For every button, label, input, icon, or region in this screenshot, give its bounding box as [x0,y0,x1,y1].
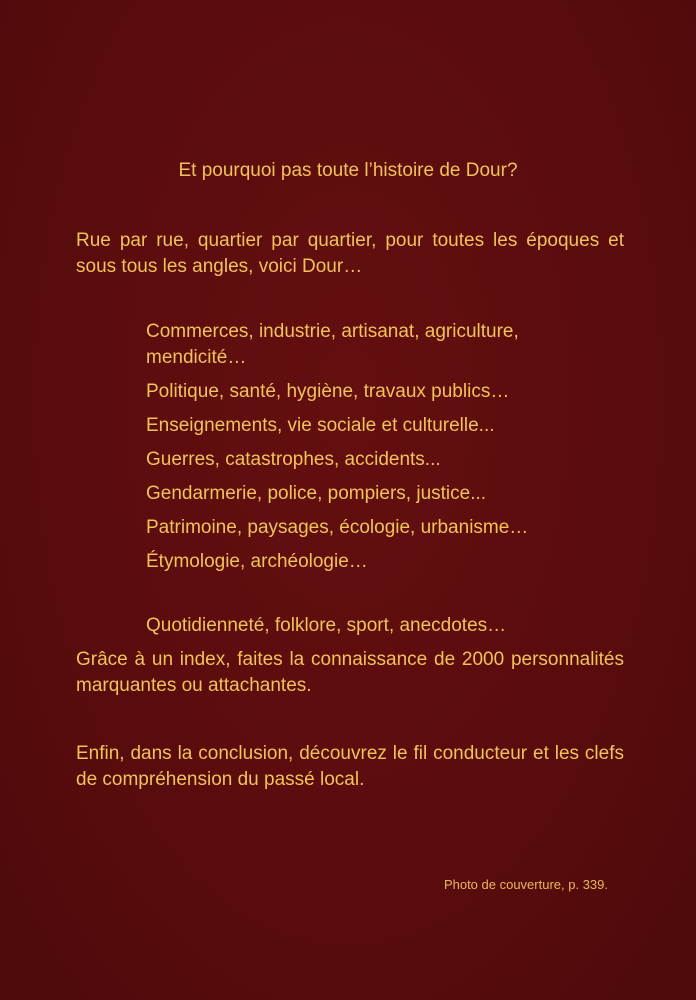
intro-paragraph: Rue par rue, quartier par quartier, pour toutes les époques et sous tous les angles, voici Dour… [76,230,624,277]
theme-item: Patrimoine, paysages, écologie, urbanisme… [146,517,529,538]
theme-item: Politique, santé, hygiène, travaux publics… [146,381,510,402]
index-paragraph: Grâce à un index, faites la connaissance de 2000 personnalités marquantes ou attachantes. [76,649,624,696]
theme-item: Guerres, catastrophes, accidents... [146,449,441,470]
cover-heading: Et pourquoi pas toute l’histoire de Dour? [178,160,518,181]
theme-item: Gendarmerie, police, pompiers, justice... [146,483,487,504]
photo-credit: Photo de couverture, p. 339. [443,877,608,892]
theme-item: Étymologie, archéologie… [146,551,368,572]
conclusion-paragraph: Enfin, dans la conclusion, découvrez le fil conducteur et les clefs de compréhension du passé local. [76,743,624,790]
themes-list [146,319,616,583]
daily-life-line: Quotidienneté, folklore, sport, anecdotes… [146,615,507,636]
theme-item: Enseignements, vie sociale et culturelle... [146,415,495,436]
theme-item: Commerces, industrie, artisanat, agriculture, mendicité… [146,321,519,368]
